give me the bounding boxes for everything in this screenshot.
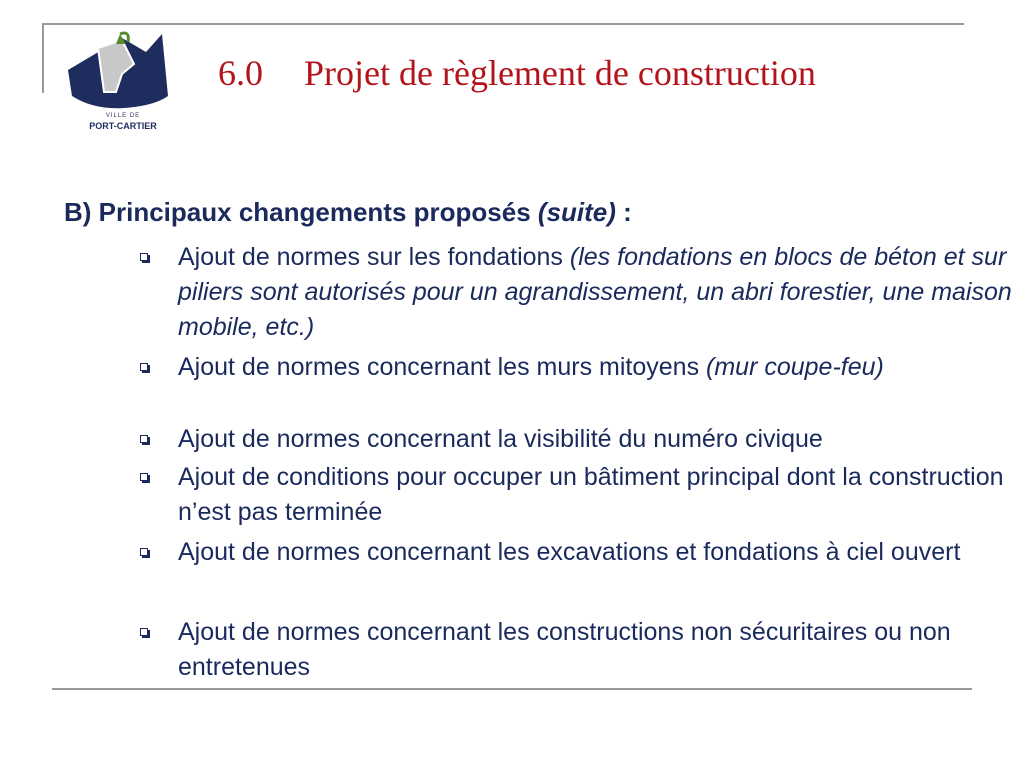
item-text: Ajout de normes concernant les constructions non sécuritaires ou non entretenues [178,618,951,681]
square-bullet-icon [140,253,148,261]
list-item [138,422,1018,460]
list-item [138,350,1018,422]
port-cartier-logo [64,30,182,136]
logo-line-ville-de: VILLE DE [105,113,141,119]
item-text: Ajout de conditions pour occuper un bâtiment principal dont la construction n’est pas terminée [178,463,1004,526]
list-item [138,460,1018,535]
top-rule [42,23,964,25]
logo-line-port-cartier: PORT-CARTIER [89,121,157,131]
bottom-rule [52,688,972,690]
title-text: Projet de règlement de construction [304,53,816,93]
section-italic: (suite) [537,197,616,227]
square-bullet-icon [140,548,148,556]
square-bullet-icon [140,435,148,443]
square-bullet-icon [140,363,148,371]
item-italic: (les fondations en blocs de béton et sur piliers sont autorisés pour un agrandissement, un abri forestier, une maison mobile, etc.) [178,243,1012,341]
item-text: Ajout de normes concernant les murs mitoyens [178,353,707,381]
square-bullet-icon [140,628,148,636]
square-bullet-icon [140,473,148,481]
section-suffix: : [615,197,632,227]
list-item [138,615,1018,685]
item-text: Ajout de normes sur les fondations [178,243,570,271]
title-number: 6.0 [218,53,263,93]
slide-title [218,52,816,94]
list-item [138,535,1018,615]
item-text: Ajout de normes concernant la visibilité du numéro civique [178,425,823,453]
section-label: B) Principaux changements proposés [64,197,531,227]
logo-emblem-icon [64,30,182,112]
item-text: Ajout de normes concernant les excavations et fondations à ciel ouvert [178,538,961,566]
list-item [138,240,1018,350]
left-rule [42,23,44,93]
change-list [138,240,1018,685]
item-italic: (mur coupe-feu) [706,353,884,381]
section-heading [64,197,632,228]
